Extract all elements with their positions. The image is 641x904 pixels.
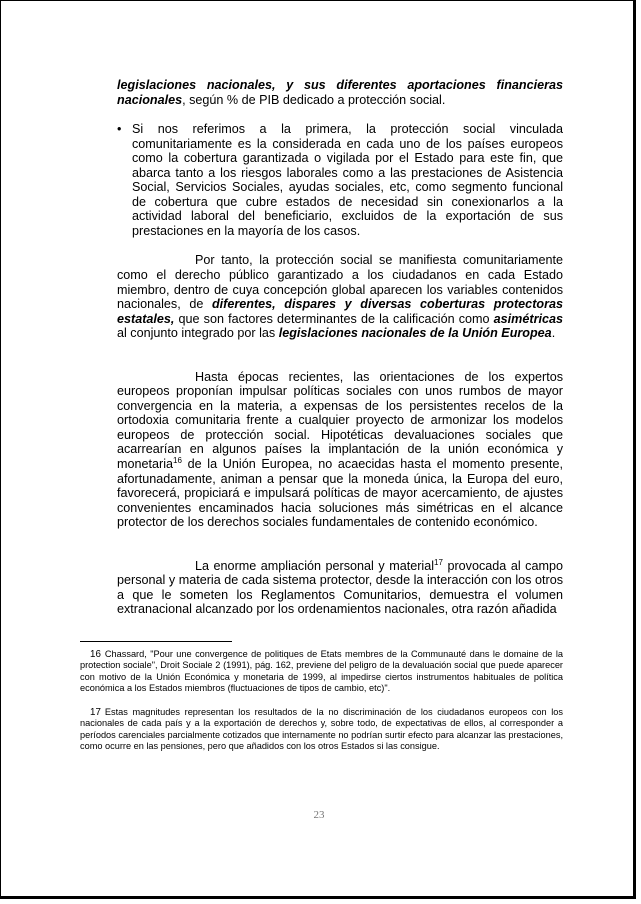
paragraph [117,370,563,530]
paragraph-text: provocada al campo personal y materia de cada sistema protector, desde la interacción con los otros a que le someten los Reglamentos Comunitarios, demuestra el volumen extranacional alcanzado por los ordenamientos nacionales, otra razón añadida [117,558,563,617]
paragraph-text: al conjunto integrado por las [117,326,279,341]
paragraph [117,253,563,340]
bullet-text: Si nos referimos a la primera, la protección social vinculada comunitariamente es la considerada en cada uno de los países europeos como la cobertura garantizada o vigilada por el Estado para este fin, que abarca tanto a los riesgos laborales como a las prestaciones de Asistencia Social, Servicios Sociales, ayudas sociales, etc, como segmento funcional de cobertura que cubre estados de necesidad sin conexionarlos a la actividad laboral del beneficiario, excluidos de la exportación de sus prestaciones en la mayoría de los casos. [132,122,563,238]
emphasis-text: diferentes, dispares y diversas coberturas protectoras estatales, [117,297,563,326]
paragraph-text: La enorme ampliación personal y material [195,558,435,573]
footnote-number: 16 [90,649,101,660]
footnotes [80,649,563,752]
footnote-text: Chassard, "Pour une convergence de politiques de Etats membres de la Communauté dans le domaine de la protection sociale", Droit Sociale 2 (1991), pág. 162, previene del peligro de la devaluación social que puede aparecer con motivo de la Unión Económica y monetaria de 1999, al impedirse ciertos instrumentos habituales de política económica a los Estados miembros (fluctuaciones de tipos de cambio, etc)". [80,649,563,693]
body-text [117,78,563,617]
emphasis-text: legislaciones nacionales de la Unión Europea [278,326,552,341]
paragraph-text: que son factores determinantes de la calificación como [174,311,494,326]
footnote-number: 17 [90,707,101,719]
footnote-ref: 17 [434,557,443,567]
footnote-ref: 16 [173,456,182,466]
footnote [80,707,563,752]
paragraph-continuation [117,78,563,107]
paragraph-text: Por tanto, la protección social se manifiesta comunitariamente como el derecho público garantizado a los ciudadanos en cada Estado miembro, dentro de cuya concepción global aparecen los variables contenidos nacionales, de [117,253,563,312]
paragraph-text: , según % de PIB dedicado a protección social. [182,92,446,107]
paragraph-text: de la Unión Europea, no acaecidas hasta el momento presente, afortunadamente, animan a pensar que la moneda única, la Europa del euro, favorecerá, propiciará e impulsará políticas de mayor acercamiento, de ajustes convenientes encaminados hacia soluciones más simétricas en el alcance protector de los derechos sociales fundamentales de contenido económico. [117,457,563,530]
emphasis-text: legislaciones nacionales, y sus diferentes aportaciones financieras nacionales [117,78,563,107]
footnote-text: Estas magnitudes representan los resultados de la no discriminación de los ciudadanos europeos con los nacionales de cada país y a la exportación de derechos y, sobre todo, de expectativas de ellos, al corresponder a períodos carenciales parcialmente cotizados que internamente no podrían surtir efecto para alcanzar las prestaciones, como ocurre en las pensiones, pero que añadidos con los otros Estados si las consigue. [80,707,563,752]
footnote [80,649,563,694]
bullet-icon: • [117,122,122,137]
bullet-item [117,122,563,238]
paragraph-text: . [551,326,556,341]
page-number: 23 [313,809,325,821]
emphasis-text: asimétricas [493,311,563,326]
footnote-separator [80,641,232,642]
paragraph-text: Hasta épocas recientes, las orientaciones de los expertos europeos proponían impulsar políticas sociales con unos rumbos de mayor convergencia en la materia, a expensas de los persistentes recelos de la ortodoxia comunitaria frente a cualquier proyecto de armonizar los modelos europeos de protección social. Hipotéticas devaluaciones sociales que acarrearían en algunos países la implantación de la unión económica y monetaria [117,369,563,472]
paragraph [117,559,563,617]
